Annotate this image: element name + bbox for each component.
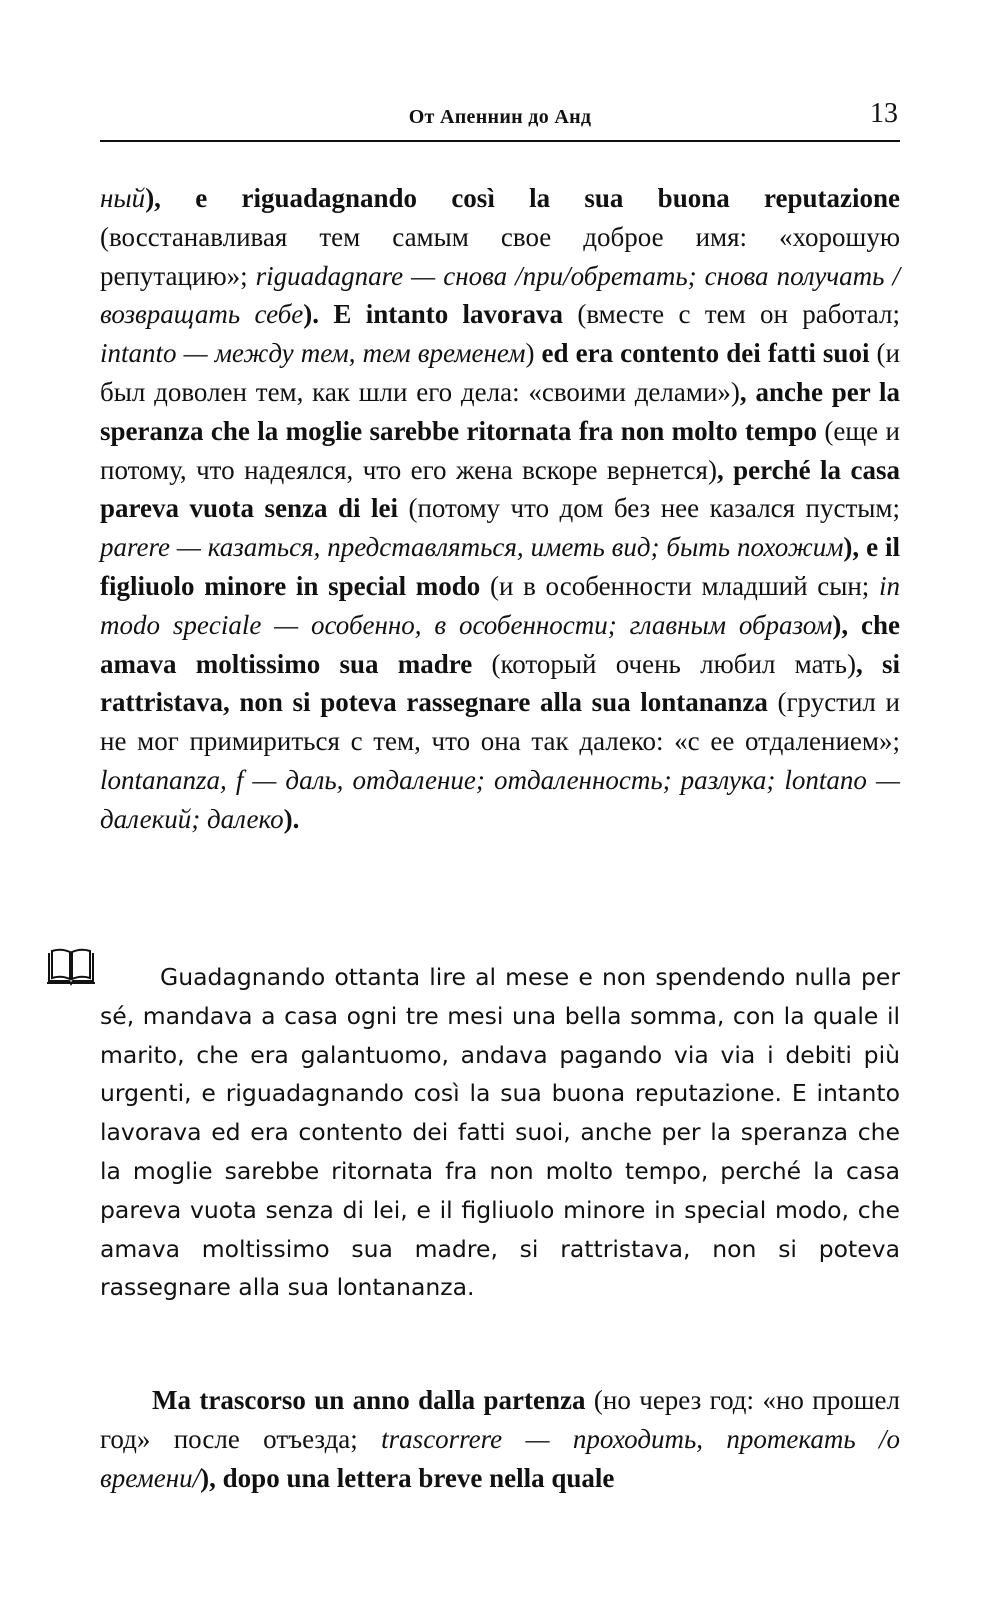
- gloss: lontananza, f — даль, отдаление; отдаленность; разлука; lontano — далекий; далеко: [100, 764, 900, 834]
- gloss: riguadagnare — снова /при/обретать; снова получать / возвращать себе: [100, 260, 900, 330]
- span: ),: [145, 183, 196, 213]
- span: ),: [200, 1462, 223, 1493]
- running-title: От Апеннин до Анд: [408, 106, 592, 128]
- italian-original-text: Guadagnando ottanta lire al mese e non spendendo nulla per sé, mandava a casa ogni tre mesi una bella somma, con la quale il marito, che era galantuomo, andava pagando via via i debiti più urgenti, e riguadagnando così la sua buona reputazione. E intanto lavorava ed era contento dei fatti suoi, anche per la speranza che la moglie sarebbe ritornata fra non molto tempo, perché la casa pareva vuota senza di lei, e il figliuolo minore in special modo, che amava moltissimo sua madre, si rattristava, non si poteva rassegnare alla sua lontananza.: [100, 963, 900, 1302]
- translation: (но через год: «но прошел год» после отъезда;: [100, 1385, 900, 1454]
- open-book-icon: [45, 947, 97, 987]
- translation: (грустил и не мог примириться с тем, что она так далеко: «с ее отдалением»;: [100, 687, 900, 757]
- gloss: in modo speciale — особенно, в особенности; главным образом: [100, 570, 900, 640]
- italian-phrase: Ma trascorso un anno dalla partenza: [152, 1385, 586, 1415]
- running-header: [100, 96, 900, 142]
- gloss: trascorrere — проходить, протекать /о времени/: [100, 1423, 900, 1493]
- italian-phrase: e riguadagnando così la sua buona reputazione: [195, 183, 900, 213]
- translation: (который очень любил мать): [472, 648, 856, 679]
- italian-phrase: E intanto lavorava: [333, 299, 564, 330]
- span: ),: [832, 609, 862, 640]
- span: ный: [100, 183, 146, 213]
- gloss: intanto — между тем, тем временем: [100, 338, 526, 369]
- commentary-paragraph-1: [100, 179, 900, 839]
- translation: (еще и потому, что надеялся, что его жена вскоре вернется): [100, 415, 900, 485]
- span: ): [525, 338, 542, 369]
- italian-phrase: , perché la casa pareva vuota senza di lei: [100, 454, 900, 524]
- span: ).: [303, 299, 334, 330]
- span: ),: [843, 532, 867, 563]
- commentary-paragraph-3: [100, 1381, 900, 1497]
- translation: (восстанавливая тем самым свое доброе имя: «хорошую репутацию»;: [100, 221, 900, 291]
- page-number: 13: [870, 98, 898, 129]
- gloss: parere — казаться, представляться, иметь вид; быть похожим: [100, 532, 844, 563]
- italian-phrase: , si rattristava, non si poteva rassegnare alla sua lontananza: [100, 648, 900, 718]
- translation: (и был доволен тем, как шли его дела: «своими делами»): [100, 338, 900, 407]
- italian-phrase: dopo una lettera breve nella quale: [222, 1462, 615, 1493]
- translation: (потому что дом без нее казался пустым;: [397, 493, 901, 524]
- italian-phrase: che amava moltissimo sua madre: [100, 609, 900, 679]
- italian-phrase: e il figliuolo minore in special modo: [100, 532, 900, 601]
- italian-phrase: , anche per la speranza che la moglie sarebbe ritornata fra non molto tempo: [100, 376, 900, 446]
- span: ).: [283, 803, 300, 834]
- italian-phrase: ed era contento dei fatti suoi: [541, 338, 870, 369]
- translation: (и в особенности младший сын;: [480, 570, 879, 601]
- translation: (вместе с тем он работал;: [563, 299, 900, 330]
